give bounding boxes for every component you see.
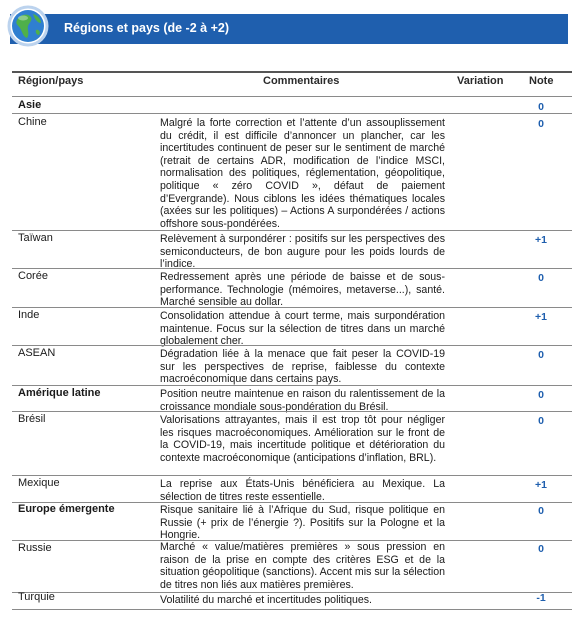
comment-cell: Valorisations attrayantes, mais il est trop tôt pour négliger les risques macroéconomiques. Amélioration sur le front de la COVID-19, mais incertitude politique et détérioration du contexte macroéconomique (anticipations d’inflation, BRL). — [160, 414, 445, 464]
comment-cell: Malgré la forte correction et l’attente d’un assouplissement du crédit, il est difficile d’annoncer un plancher, car les incertitudes continuent de peser sur le sentiment de marché (retrait de certains ADR, modification de l’indice MSCI, normalisation des politiques, réglementation, géopolitique, politique « zéro COVID », défaut de paiement d’Evergrande). Nous ciblons les idées thématiques locales (axées sur les politiques) – Actions A surpondérées / actions offshore sous-pondérées. — [160, 117, 445, 230]
row-rule — [12, 411, 572, 412]
header-bottom-rule — [12, 96, 572, 97]
note-cell: +1 — [535, 311, 547, 323]
note-cell: 0 — [538, 349, 544, 361]
region-cell: Corée — [18, 270, 48, 282]
row-rule — [12, 113, 572, 114]
page-title: Régions et pays (de -2 à +2) — [64, 21, 229, 35]
row-rule — [12, 385, 572, 386]
row-rule — [12, 268, 572, 269]
note-cell: 0 — [538, 505, 544, 517]
note-cell: +1 — [535, 479, 547, 491]
comment-cell: Relèvement à surpondérer : positifs sur les perspectives des semiconducteurs, de bon augure pour les poids lourds de l’indice. — [160, 233, 445, 271]
region-cell: ASEAN — [18, 347, 56, 359]
row-rule — [12, 230, 572, 231]
comment-cell: Redressement après une période de baisse et de sous-performance. Technologie (mémoires, metaverse...), santé. Marché sensible au dollar. — [160, 271, 445, 309]
row-rule — [12, 345, 572, 346]
region-cell: Europe émergente — [18, 503, 115, 515]
comment-cell: La reprise aux États-Unis bénéficiera au Mexique. La sélection de titres reste essentielle. — [160, 478, 445, 503]
comment-cell: Dégradation liée à la menace que fait peser la COVID-19 sur les perspectives de reprise, faiblesse du contexte macroéconomique dans certains pays. — [160, 348, 445, 386]
region-cell: Brésil — [18, 413, 46, 425]
header-top-rule — [12, 71, 572, 73]
comment-cell: Marché « value/matières premières » sous pression en raison de la prise en compte des critères ESG et de la situation géopolitique (sanctions). Accent mis sur la sélection de titres non liés aux matières premières. — [160, 541, 446, 591]
col-header-region: Région/pays — [18, 75, 84, 87]
region-cell: Turquie — [18, 591, 55, 603]
note-cell: 0 — [538, 101, 544, 113]
note-cell: 0 — [538, 118, 544, 130]
col-header-note: Note — [529, 75, 554, 87]
comment-cell: Position neutre maintenue en raison du ralentissement de la croissance mondiale sous-pondération du Brésil. — [160, 388, 445, 413]
comment-cell: Risque sanitaire lié à l’Afrique du Sud, risque politique en Russie (+ prix de l’énergie ?). Positifs sur la Pologne et la Hongrie. — [160, 504, 445, 542]
table-bottom-rule — [12, 609, 572, 610]
note-cell: +1 — [535, 234, 547, 246]
region-cell: Amérique latine — [18, 387, 101, 399]
note-cell: 0 — [538, 389, 544, 401]
region-cell: Asie — [18, 99, 42, 111]
note-cell: -1 — [536, 592, 546, 604]
comment-cell: Volatilité du marché et incertitudes politiques. — [160, 594, 372, 606]
region-cell: Russie — [18, 542, 52, 554]
region-cell: Inde — [18, 309, 40, 321]
row-rule — [12, 475, 572, 476]
region-cell: Chine — [18, 116, 47, 128]
row-rule — [12, 307, 572, 308]
col-header-comment: Commentaires — [263, 75, 340, 87]
note-cell: 0 — [538, 415, 544, 427]
region-cell: Mexique — [18, 477, 60, 489]
note-cell: 0 — [538, 543, 544, 555]
comment-cell: Consolidation attendue à court terme, mais surpondération maintenue. Focus sur la sélection de titres dans un marché globalement cher. — [160, 310, 445, 348]
globe-icon — [6, 4, 50, 48]
region-cell: Taïwan — [18, 232, 53, 244]
note-cell: 0 — [538, 272, 544, 284]
col-header-variation: Variation — [457, 75, 504, 87]
row-rule — [12, 592, 572, 593]
